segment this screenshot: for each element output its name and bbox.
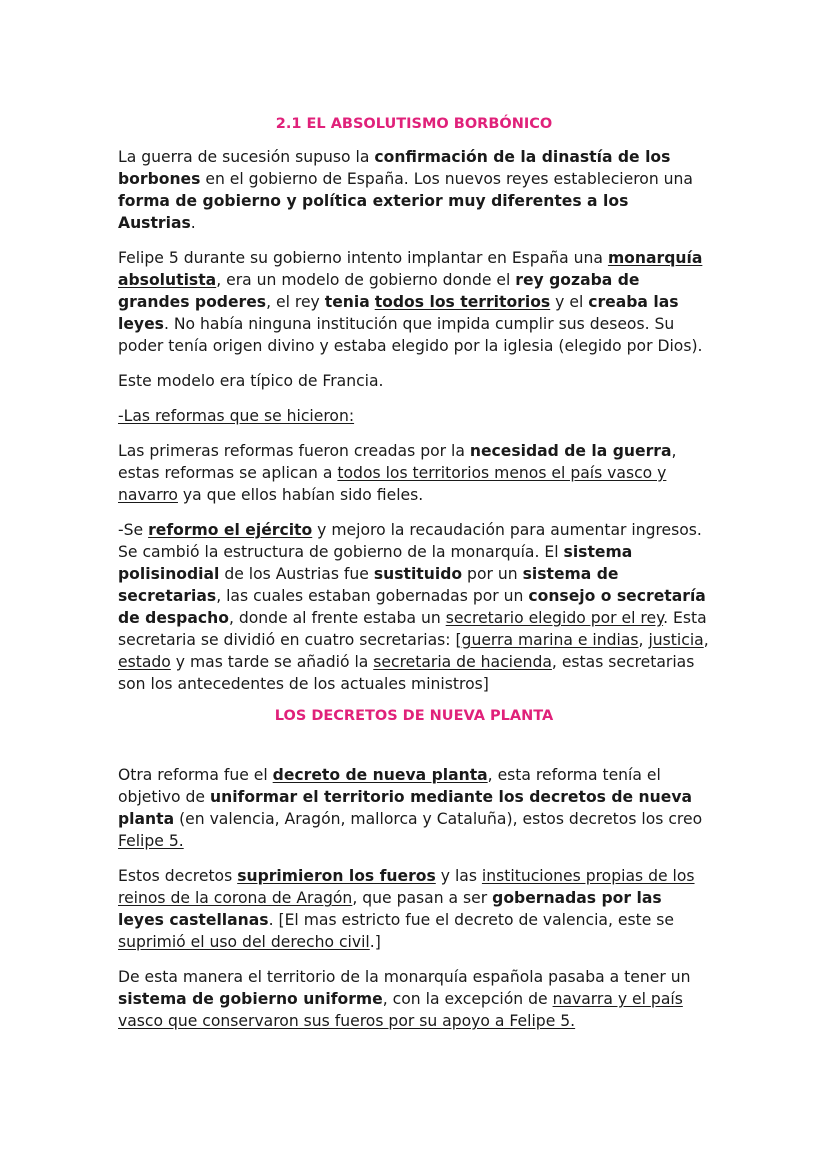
underlined-text: suprimió el uso del derecho civil [118,933,370,951]
bold-underlined-text: monarquía absolutista [118,249,703,289]
text: . [190,214,196,232]
text: .] [369,933,381,951]
text: y el [550,293,589,311]
bold-underlined-text: reformo el ejército [148,521,313,539]
text: (en valencia, Aragón, mallorca y Cataluña), estos decretos los creo [174,810,703,828]
underlined-text: secretario elegido por el rey [445,609,664,627]
bold-underlined-text: todos los territorios [374,293,551,311]
text: en el gobierno de España. Los nuevos reyes establecieron una [200,170,693,188]
text: , esta reforma tenía el objetivo de [118,766,661,806]
underlined-text: estado [118,653,171,671]
text: , donde al frente estaba un [228,609,446,627]
text: y mas tarde se añadió la [170,653,374,671]
text: , con la excepción de [382,990,553,1008]
paragraph-guerra-sucesion [118,146,710,234]
text: , estas reformas se aplican a [118,442,677,482]
paragraph-suprimieron-fueros [118,865,710,953]
paragraph-reformas-subtitle [118,405,710,427]
text: , estas secretarias son los antecedentes de los actuales ministros] [118,653,695,693]
text: De esta manera el territorio de la monarquía española pasaba a tener un [118,968,691,986]
text: La guerra de sucesión supuso la [118,148,375,166]
underlined-text: -Las reformas que se hicieron: [118,407,355,425]
underlined-text: justicia [648,631,704,649]
underlined-text: secretaria de hacienda [373,653,552,671]
bold-text: tenia [324,293,370,311]
bold-underlined-text: decreto de nueva planta [272,766,488,784]
text: , que pasan a ser [352,889,493,907]
text: , las cuales estaban gobernadas por un [216,587,529,605]
text: Felipe 5 durante su gobierno intento implantar en España una [118,249,608,267]
text: -Se [118,521,149,539]
bold-text: sistema polisinodial [118,543,633,583]
text: y las [435,867,482,885]
text: ya que ellos habían sido fieles. [177,486,424,504]
bold-text: sistema de secretarias [118,565,619,605]
text: , el rey [266,293,325,311]
text: por un [462,565,523,583]
paragraph-felipe-absolutista [118,247,710,357]
text: , era un modelo de gobierno donde el [216,271,516,289]
underlined-text: navarra y el país vasco que conservaron sus fueros por su apoyo a Felipe 5. [118,990,683,1030]
underlined-text: todos los territorios menos el país vasco y navarro [118,464,667,504]
bold-text: consejo o secretaría de despacho [118,587,706,627]
text: . No había ninguna institución que impida cumplir sus deseos. Su poder tenía origen divino y estaba elegido por la iglesia (elegido por Dios). [118,315,703,355]
text: de los Austrias fue [219,565,374,583]
bold-text: creaba las leyes [118,293,679,333]
text: . [El mas estricto fue el decreto de valencia, este se [268,911,674,929]
paragraph-gobierno-uniforme [118,966,710,1032]
section-subtitle: LOS DECRETOS DE NUEVA PLANTA [274,708,554,724]
bold-text: rey gozaba de grandes poderes [118,271,640,311]
underlined-text: guerra marina e indias [461,631,639,649]
paragraph-reforma-ejercito [118,519,710,695]
bold-text: confirmación de la dinastía de los borbones [118,148,671,188]
paragraph-primeras-reformas [118,440,710,506]
text: y mejoro la recaudación para aumentar ingresos. Se cambió la estructura de gobierno de la monarquía. El [118,521,702,561]
bold-text: gobernadas por las leyes castellanas [118,889,662,929]
bold-text: sistema de gobierno uniforme [118,990,383,1008]
section-title: 2.1 EL ABSOLUTISMO BORBÓNICO [275,116,553,132]
bold-text: forma de gobierno y política exterior muy diferentes a los Austrias [118,192,629,232]
bold-text: necesidad de la guerra [469,442,672,460]
bold-text: uniformar el territorio mediante los decretos de nueva planta [118,788,693,828]
underlined-text: Felipe 5. [118,832,184,850]
text: Otra reforma fue el [118,766,273,784]
bold-text: sustituido [373,565,463,583]
text: , [638,631,649,649]
text: . Esta secretaria se dividió en cuatro secretarias: [ [118,609,707,649]
text: Las primeras reformas fueron creadas por la [118,442,470,460]
paragraph-decreto-nueva-planta [118,764,710,852]
text: , [703,631,709,649]
bold-underlined-text: suprimieron los fueros [237,867,436,885]
text: Estos decretos [118,867,238,885]
paragraph-modelo-francia: Este modelo era típico de Francia. [118,372,384,390]
underlined-text: instituciones propias de los reinos de la corona de Aragón [118,867,695,907]
